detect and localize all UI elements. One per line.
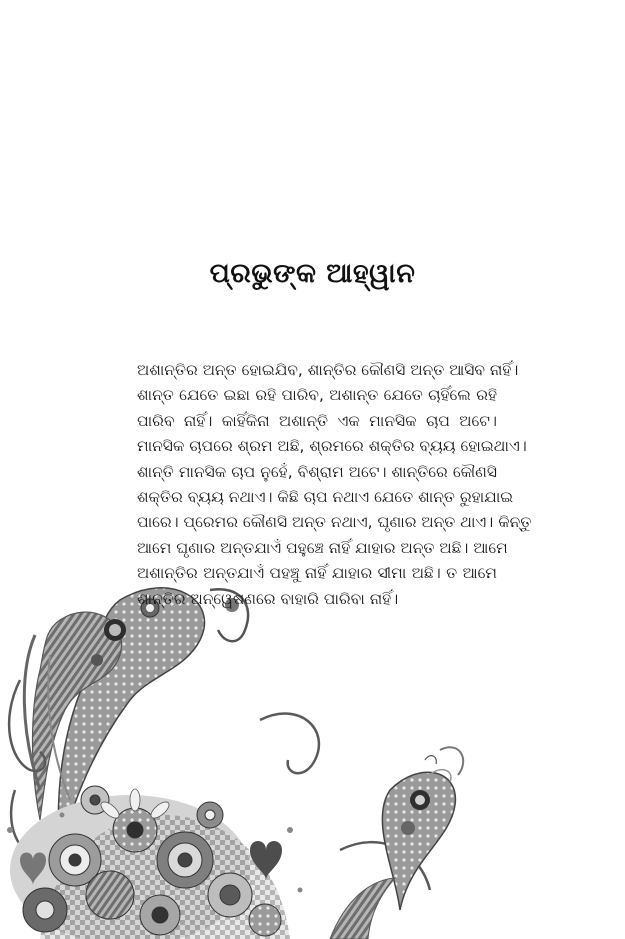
paisley-drop-right <box>330 747 463 939</box>
paragraph-line: ପାରେ। ପ୍ରେମର କୌଣସି ଅନ୍ତ ନଥାଏ, ଘୃଣାର ଅନ୍ତ ଥାଏ। କିନ୍ତୁ <box>137 513 532 532</box>
paragraph-line: ମାନସିକ ଚାପରେ ଶ୍ରମ ଅଛି, ଶ୍ରମରେ ଶକ୍ତିର ବ୍ୟୟ ହୋଇଥାଏ। <box>137 437 527 456</box>
paragraph-line: ଶାନ୍ତ ଯେତେ ଇଛା ରହି ପାରିବ, ଅଶାନ୍ତ ଯେତେ ଚାହିଁଲେ ରହି <box>137 386 497 405</box>
paragraph-line-last: ଶାନ୍ତିର ଅନ୍ୱେଷଣରେ ବାହାରି ପାରିବା ନାହିଁ। <box>137 589 399 608</box>
page-title: ପ୍ରଭୁଙ୍କ ଆହ୍ୱାନ <box>209 258 416 289</box>
paragraph-line: ପାରିବ ନାହିଁ। କାହିଁକିନା ଅଶାନ୍ତି ଏକ ମାନସିକ ଚାପ ଅଟେ। <box>137 411 497 430</box>
body-paragraph <box>137 358 532 612</box>
paragraph-line: ଆମେ ଘୃଣାର ଅନ୍ତଯାଏଁ ପହୁଞ୍ଚେ ନାହିଁ ଯାହାର ଅନ୍ତ ଅଛି। ଆମେ <box>137 538 508 557</box>
paragraph-line: ଶକ୍ତିର ବ୍ୟୟ ନଥାଏ। କିଛି ଚାପ ନଥାଏ ଯେତେ ଶାନ୍ତ ରୁହାଯାଇ <box>137 488 514 507</box>
flower-cluster <box>7 786 303 939</box>
floral-paisley-illustration <box>0 560 625 939</box>
paragraph-line: ଶାନ୍ତି ମାନସିକ ଚାପ ନୁହେଁ, ବିଶ୍ରାମ ଅଟେ। ଶାନ୍ତିରେ କୌଣସି <box>137 462 497 481</box>
paragraph-line: ଅଶାନ୍ତିର ଅନ୍ତ ହୋଇଯିବ, ଶାନ୍ତିର କୌଣସି ଅନ୍ତ ଆସିବ ନାହିଁ। <box>137 361 519 379</box>
paragraph-line: ଅଶାନ୍ତିର ଅନ୍ତଯାଏଁ ପହଞ୍ଚୁ ନାହିଁ ଯାହାର ସୀମା ଅଛି। ତ ଆମେ <box>137 564 497 583</box>
